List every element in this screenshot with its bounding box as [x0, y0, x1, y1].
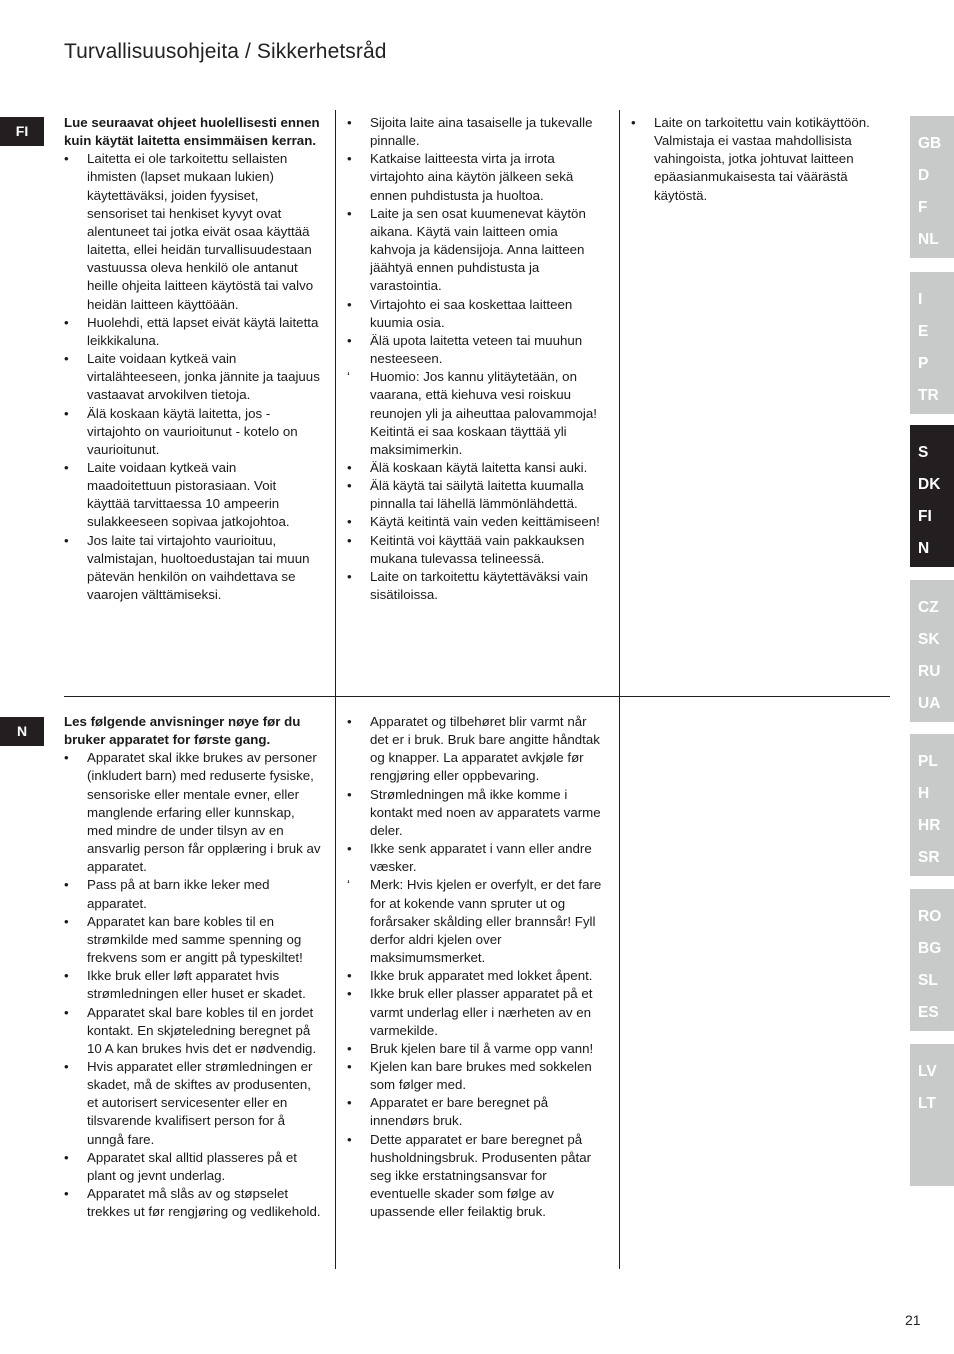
list-item [64, 749, 322, 876]
bullet-mark: • [347, 841, 352, 857]
language-code-ru: RU [918, 663, 941, 680]
language-tag-n: N [0, 717, 44, 746]
list-item-text: Apparatet er bare beregnet på innendørs bruk. [370, 1095, 549, 1129]
bullet-mark: • [64, 877, 69, 893]
bullet-mark: • [347, 459, 352, 475]
bullet-mark: • [347, 514, 352, 530]
language-group [910, 889, 954, 1031]
list-item-text: Apparatet kan bare kobles til en strømkilde med samme spenning og frekvens som er angitt på typeskiltet! [87, 913, 303, 966]
list-item-text: Ikke bruk eller plasser apparatet på et varmt underlag eller i nærheten av en varmekilde. [370, 986, 593, 1038]
list-item-text: Älä koskaan käytä laitetta kansi auki. [370, 459, 588, 475]
bullet-mark: • [64, 1149, 69, 1165]
list-item [64, 314, 322, 350]
list-item-text: Kjelen kan bare brukes med sokkelen som følger med. [370, 1058, 592, 1093]
language-group [910, 272, 954, 414]
language-code-h: H [918, 785, 930, 802]
bullet-mark: ‘ [347, 369, 350, 385]
list-item-text: Laitetta ei ole tarkoitettu sellaisten ihmisten (lapset mukaan lukien) käytettäväksi, joiden fyysiset, sensoriset tai henkiset kyvyt ovat alentuneet tai jotka eivät osaa käyttää laitetta, ellei heidän turvallisuudestaan vastuussa oleva henkilö ole antanut heille ohjeita laitteen käytöstä tai valvo heidän laitteen käyttöään. [87, 151, 314, 312]
fi-column-1 [64, 114, 322, 604]
language-group [910, 580, 954, 722]
list-item [347, 150, 605, 204]
list-item-text: Dette apparatet er bare beregnet på husholdningsbruk. Produsenten påtar seg ikke erstatningsansvar for eventuelle skader som følge av upassende eller feilaktig bruk. [370, 1131, 592, 1220]
list-item [347, 532, 605, 568]
language-code-bg: BG [918, 940, 942, 957]
list-item-text: Pass på at barn ikke leker med apparatet. [87, 877, 270, 911]
list-item [64, 350, 322, 404]
list-item [347, 1131, 605, 1222]
bullet-mark: • [347, 786, 352, 802]
column-divider [619, 697, 620, 1269]
list-item [347, 840, 605, 876]
list-item [347, 1058, 605, 1094]
bullet-mark: • [347, 296, 352, 312]
bullet-mark: • [347, 151, 352, 167]
bullet-mark: • [347, 1131, 352, 1147]
language-code-dk: DK [918, 476, 941, 493]
list-item [64, 1058, 322, 1149]
list-item [64, 967, 322, 1003]
list-item-text: Laite voidaan kytkeä vain virtalähteeseen, jonka jännite ja taajuus vastaavat arvokilven tietoja. [87, 351, 320, 403]
list-item [64, 1185, 322, 1221]
list-item-text: Apparatet og tilbehøret blir varmt når det er i bruk. Bruk bare angitte håndtak og knapper. La apparatet avkjøle før rengjøring eller oppbevaring. [370, 714, 600, 784]
bullet-mark: • [347, 1040, 352, 1056]
language-code-sl: SL [918, 972, 938, 989]
bullet-mark: • [64, 750, 69, 766]
language-code-d: D [918, 167, 930, 184]
language-code-f: F [918, 199, 928, 216]
bullet-mark: • [64, 968, 69, 984]
list-item-text: Merk: Hvis kjelen er overfylt, er det fare for at kokende vann spruter ut og forårsaker skålding eller brannsår! Fyll derfor aldri kjelen over maksimumsmerket. [370, 877, 602, 966]
list-item [347, 876, 605, 967]
page-number: 21 [905, 1312, 921, 1328]
list-item [347, 786, 605, 840]
bullet-mark: ‘ [347, 877, 350, 893]
list-item-text: Apparatet må slås av og støpselet trekkes ut før rengjøring og vedlikehold. [87, 1186, 321, 1220]
fi-column-3 [631, 114, 889, 205]
list-item-text: Sijoita laite aina tasaiselle ja tukevalle pinnalle. [370, 115, 593, 149]
language-code-n: N [918, 540, 930, 557]
language-code-es: ES [918, 1004, 939, 1021]
list-item [347, 368, 605, 459]
list-item [64, 459, 322, 532]
column-divider [335, 697, 336, 1269]
bullet-mark: • [64, 459, 69, 475]
list-item [64, 532, 322, 605]
bullet-mark: • [631, 115, 636, 130]
list-item-text: Älä koskaan käytä laitetta, jos -virtajohto on vaurioitunut - kotelo on vaurioitunut. [87, 405, 298, 457]
language-code-i: I [918, 291, 923, 308]
language-group [910, 1044, 954, 1186]
language-code-hr: HR [918, 817, 941, 834]
language-code-sr: SR [918, 849, 940, 866]
bullet-mark: • [64, 151, 69, 167]
bullet-mark: • [347, 205, 352, 221]
list-item [64, 913, 322, 967]
list-item-text: Apparatet skal bare kobles til en jordet kontakt. En skjøteledning beregnet på 10 A kan brukes hvis det er nødvendig. [87, 1004, 317, 1056]
language-code-cz: CZ [918, 599, 939, 616]
list-item [64, 405, 322, 459]
list-item [64, 876, 322, 912]
list-item-text: Käytä keitintä vain veden keittämiseen! [370, 514, 600, 530]
language-code-sk: SK [918, 631, 940, 648]
language-code-ro: RO [918, 908, 942, 925]
language-group [910, 425, 954, 567]
list-item [631, 114, 889, 205]
list-item-text: Ikke senk apparatet i vann eller andre væsker. [370, 841, 592, 875]
language-code-nl: NL [918, 231, 939, 248]
language-code-p: P [918, 355, 929, 372]
list-item-text: Strømledningen må ikke komme i kontakt med noen av apparatets varme deler. [370, 786, 601, 838]
language-code-gb: GB [918, 135, 942, 152]
fi-list-2 [347, 114, 605, 604]
list-item [64, 1149, 322, 1185]
n-list-2 [347, 713, 605, 1221]
list-item-text: Apparatet skal alltid plasseres på et plant og jevnt underlag. [87, 1149, 297, 1183]
list-item [347, 332, 605, 368]
list-item-text: Laite on tarkoitettu vain kotikäyttöön. Valmistaja ei vastaa mahdollisista vahingoista, jotka johtuvat laitteen epäasianmukaisesta tai väärästä käytöstä. [654, 115, 870, 203]
bullet-mark: • [347, 968, 352, 984]
list-item-text: Laite on tarkoitettu käytettäväksi vain sisätiloissa. [370, 568, 589, 603]
list-item [347, 114, 605, 150]
list-item-text: Bruk kjelen bare til å varme opp vann! [370, 1040, 594, 1056]
list-item [64, 1004, 322, 1058]
list-item-text: Laite ja sen osat kuumenevat käytön aikana. Käytä vain laitteen omia kahvoja ja kädensijoja. Anna laitteen jäähtyä ennen puhdistusta ja varastointia. [370, 205, 586, 294]
section-divider [64, 696, 890, 697]
list-item-text: Jos laite tai virtajohto vaurioituu, valmistajan, huoltoedustajan tai muun pätevän henkilön on vaihdettava se vaarojen välttämiseksi. [87, 532, 310, 603]
bullet-mark: • [64, 405, 69, 421]
list-item-text: Älä upota laitetta veteen tai muuhun nesteeseen. [370, 332, 583, 367]
bullet-mark: • [347, 332, 352, 348]
language-code-ua: UA [918, 695, 941, 712]
n-column-2 [347, 713, 605, 1221]
list-item [347, 477, 605, 513]
list-item-text: Laite voidaan kytkeä vain maadoitettuun pistorasiaan. Voit käyttää tarvittaessa 10 ampeerin sulakkeeseen sopivaa jatkojohtoa. [87, 459, 290, 530]
language-code-s: S [918, 444, 929, 461]
bullet-mark: • [347, 1095, 352, 1111]
language-code-lv: LV [918, 1063, 937, 1080]
bullet-mark: • [64, 314, 69, 330]
list-item-text: Ikke bruk eller løft apparatet hvis strømledningen eller huset er skadet. [87, 968, 306, 1002]
list-item-text: Ikke bruk apparatet med lokket åpent. [370, 968, 593, 984]
language-tag-fi: FI [0, 117, 44, 146]
bullet-mark: • [347, 986, 352, 1002]
list-item [347, 967, 605, 985]
list-item [347, 568, 605, 604]
list-item [347, 1094, 605, 1130]
n-column-1 [64, 713, 322, 1221]
bullet-mark: • [347, 1058, 352, 1074]
list-item-text: Apparatet skal ikke brukes av personer (inkludert barn) med reduserte fysiske, sensoriske eller mentale evner, eller manglende erfaring eller kunnskap, med mindre de under tilsyn av en ansvarlig person får opplæring i bruk av apparatet. [87, 750, 321, 875]
list-item [347, 296, 605, 332]
list-item-text: Virtajohto ei saa koskettaa laitteen kuumia osia. [370, 296, 573, 330]
fi-intro: Lue seuraavat ohjeet huolellisesti ennen kuin käytät laitetta ensimmäisen kerran. [64, 115, 320, 149]
bullet-mark: • [64, 351, 69, 367]
bullet-mark: • [64, 532, 69, 548]
bullet-mark: • [64, 1186, 69, 1202]
column-divider [619, 110, 620, 696]
language-code-pl: PL [918, 753, 938, 770]
bullet-mark: • [347, 115, 352, 130]
language-group [910, 734, 954, 876]
column-divider [335, 110, 336, 696]
list-item [347, 205, 605, 296]
list-item-text: Katkaise laitteesta virta ja irrota virtajohto aina käytön jälkeen sekä ennen puhdistusta ja huoltoa. [370, 151, 574, 203]
list-item-text: Hvis apparatet eller strømledningen er skadet, må de skiftes av produsenten, et autorisert servicesenter eller en tilsvarende kvalifisert person for å unngå fare. [87, 1058, 313, 1147]
bullet-mark: • [347, 478, 352, 494]
bullet-mark: • [64, 1004, 69, 1020]
bullet-mark: • [347, 532, 352, 548]
list-item-text: Keitintä voi käyttää vain pakkauksen mukana tulevassa telineessä. [370, 532, 585, 566]
n-intro: Les følgende anvisninger nøye før du bruker apparatet for første gang. [64, 714, 301, 748]
fi-list-3 [631, 114, 889, 205]
list-item [64, 150, 322, 313]
bullet-mark: • [64, 1058, 69, 1074]
language-code-fi: FI [918, 508, 932, 525]
language-code-e: E [918, 323, 929, 340]
list-item-text: Huolehdi, että lapset eivät käytä laitetta leikkikaluna. [87, 314, 319, 348]
fi-list-1 [64, 150, 322, 604]
bullet-mark: • [347, 568, 352, 584]
list-item-text: Älä käytä tai säilytä laitetta kuumalla pinnalla tai lähellä lämmönlähdettä. [370, 478, 584, 512]
bullet-mark: • [64, 913, 69, 929]
bullet-mark: • [347, 714, 352, 729]
list-item [347, 1040, 605, 1058]
list-item [347, 713, 605, 786]
list-item [347, 513, 605, 531]
language-code-tr: TR [918, 387, 939, 404]
language-code-lt: LT [918, 1095, 936, 1112]
n-list-1 [64, 749, 322, 1221]
list-item-text: Huomio: Jos kannu ylitäytetään, on vaarana, että kiehuva vesi roiskuu reunojen yli ja aiheuttaa palovammoja! Keitintä ei saa koskaan täyttää yli maksimimerkin. [370, 369, 597, 457]
language-group [910, 116, 954, 258]
list-item [347, 459, 605, 477]
fi-column-2 [347, 114, 605, 604]
list-item [347, 985, 605, 1039]
page-title: Turvallisuusohjeita / Sikkerhetsråd [64, 40, 387, 63]
